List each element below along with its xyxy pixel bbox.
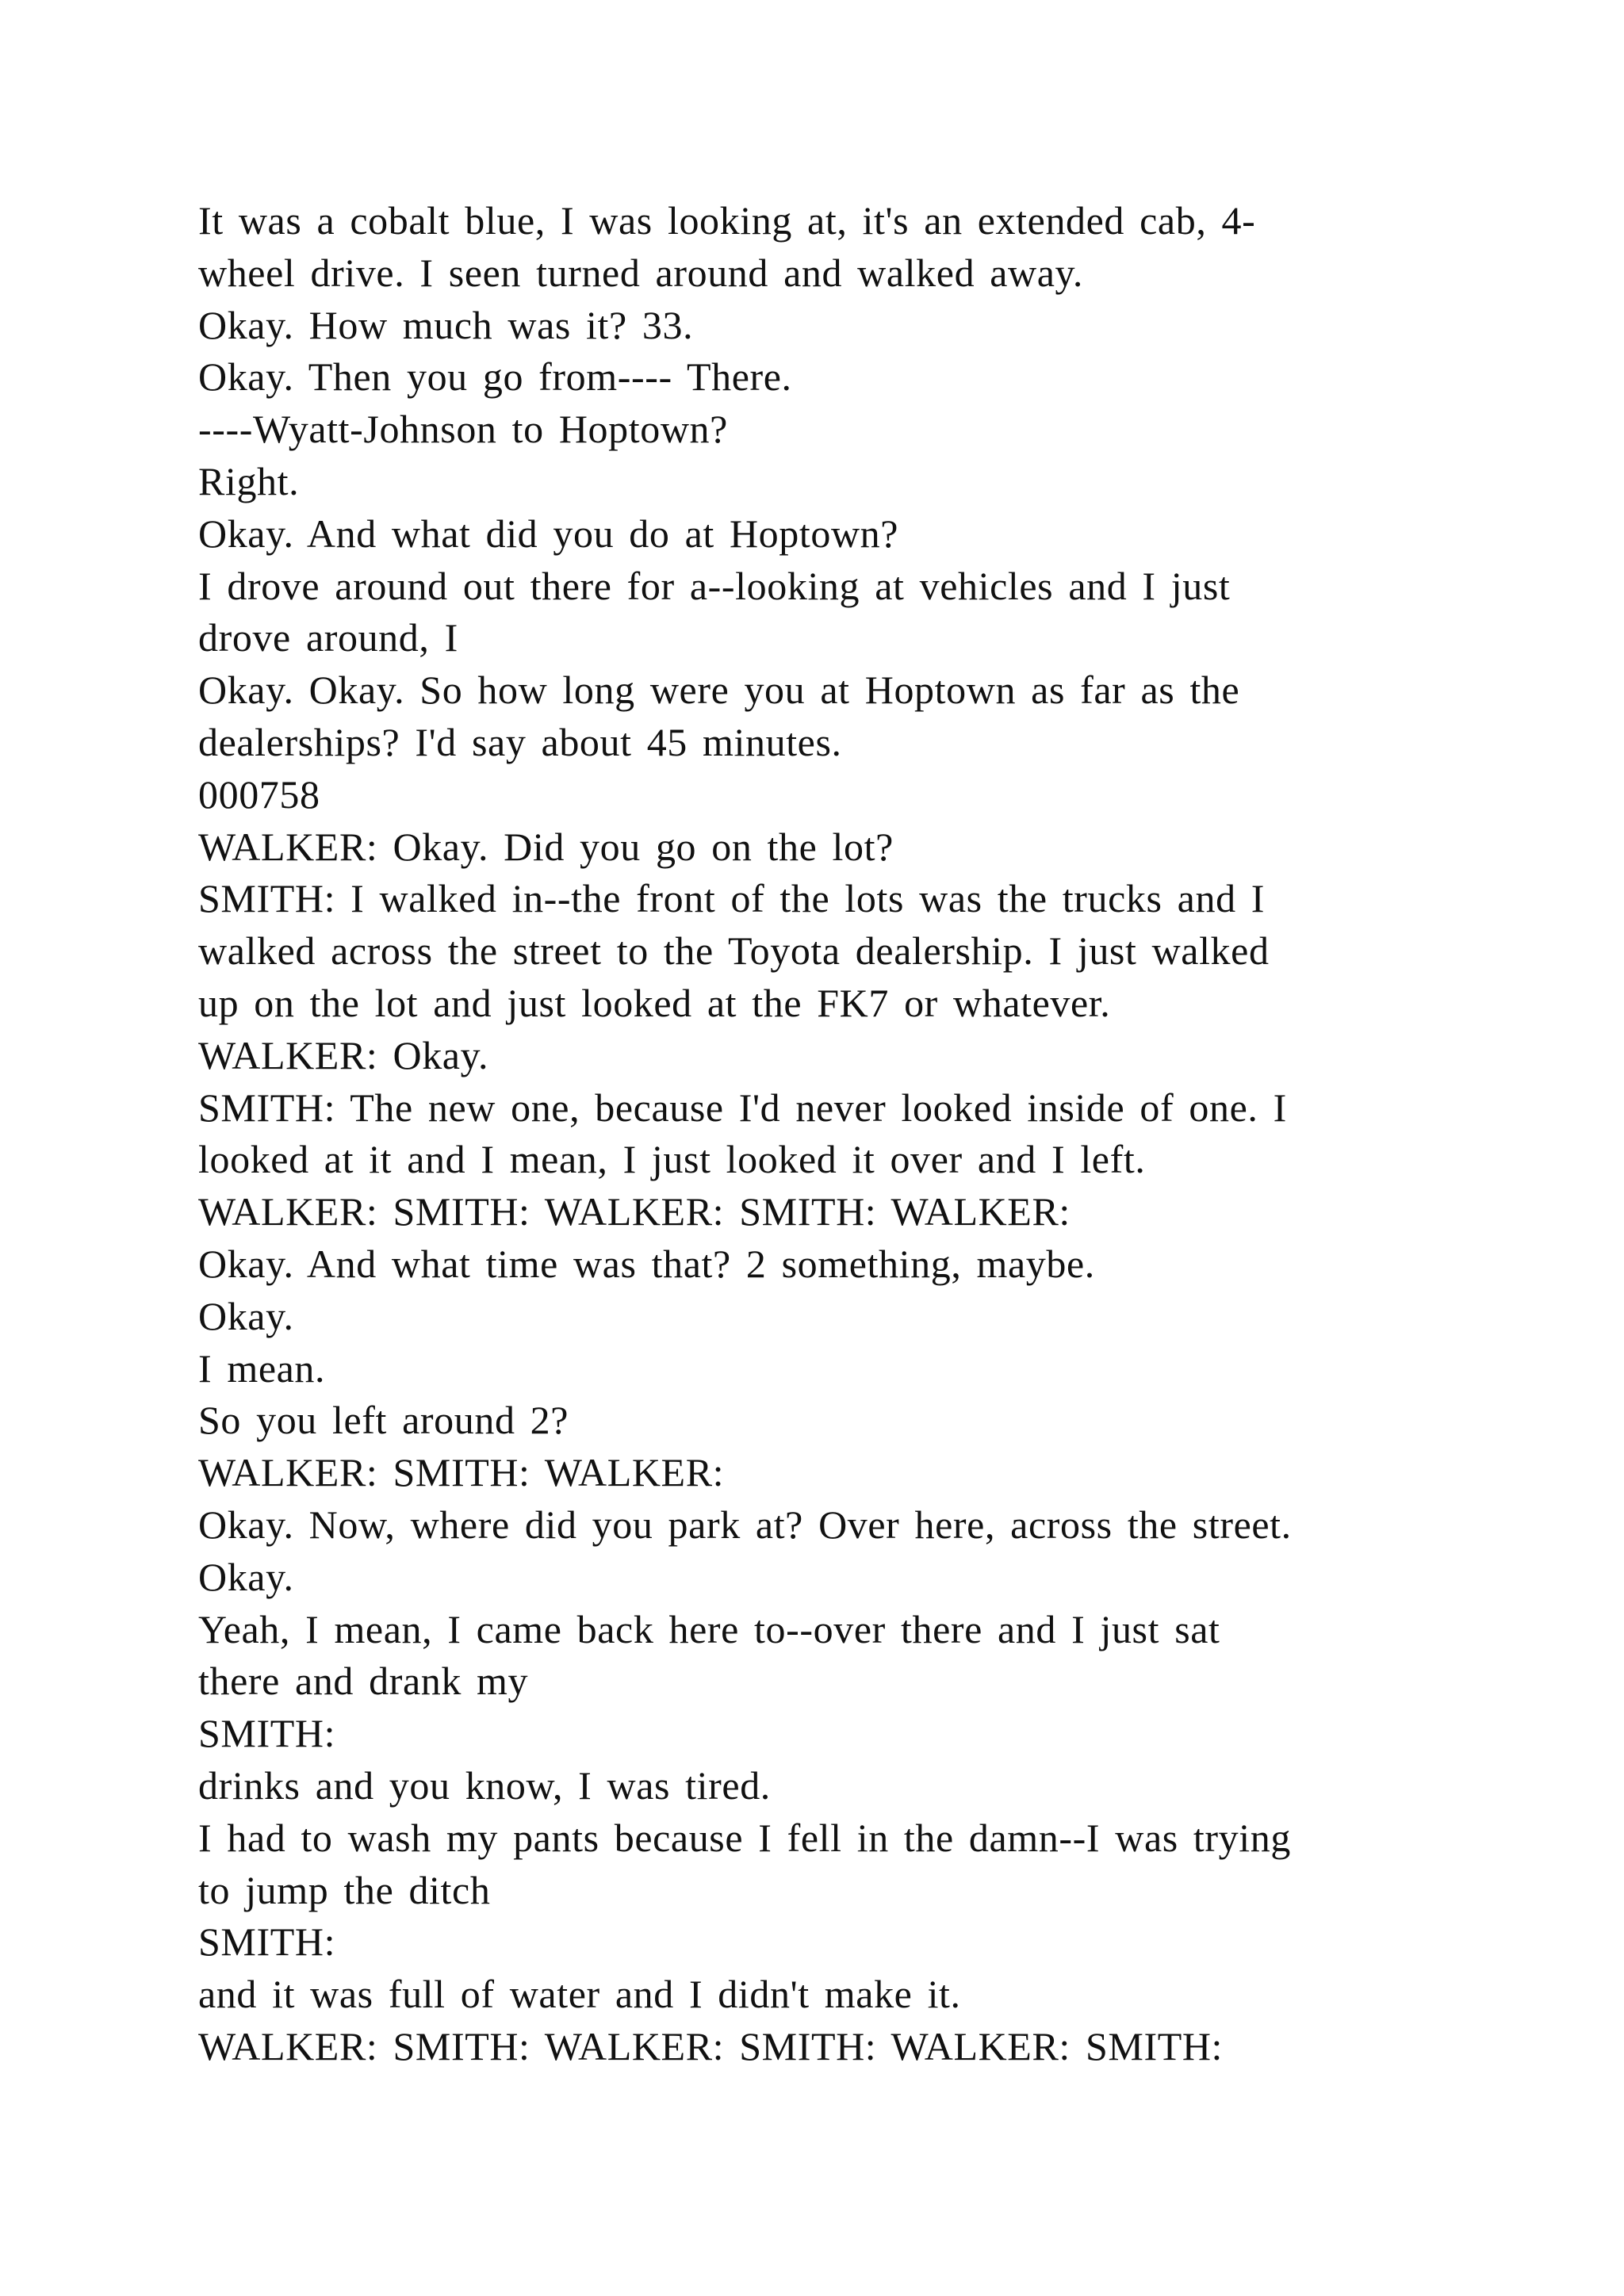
text-line: to jump the ditch — [198, 1867, 491, 1912]
text-line: dealerships? I'd say about 45 minutes. — [198, 719, 842, 764]
text-line: Okay. — [198, 1554, 294, 1599]
text-line: drove around, I — [198, 615, 458, 660]
speaker-label: SMITH: — [198, 1711, 336, 1756]
speaker-labels-line: WALKER: SMITH: WALKER: — [198, 1450, 725, 1495]
text-line: Okay. How much was it? 33. — [198, 302, 694, 347]
text-line: up on the lot and just looked at the FK7 or whatever. — [198, 980, 1111, 1025]
text-line: Yeah, I mean, I came back here to--over there and I just sat — [198, 1606, 1220, 1651]
text-line: Right. — [198, 458, 300, 503]
text-line: I had to wash my pants because I fell in the damn--I was trying — [198, 1815, 1291, 1860]
text-line: and it was full of water and I didn't make it. — [198, 1972, 961, 2017]
text-line: looked at it and I mean, I just looked it over and I left. — [198, 1137, 1146, 1182]
text-line: I mean. — [198, 1345, 326, 1391]
speaker-label: SMITH: — [198, 1919, 336, 1965]
text-line: WALKER: Okay. Did you go on the lot? — [198, 824, 894, 869]
text-line: I drove around out there for a--looking at vehicles and I just — [198, 563, 1231, 608]
text-line: Okay. And what did you do at Hoptown? — [198, 511, 899, 556]
text-line: walked across the street to the Toyota dealership. I just walked — [198, 928, 1270, 974]
text-line: SMITH: The new one, because I'd never looked inside of one. I — [198, 1085, 1287, 1130]
text-line: SMITH: I walked in--the front of the lots was the trucks and I — [198, 876, 1266, 921]
text-line: ----Wyatt-Johnson to Hoptown? — [198, 407, 728, 452]
text-line: Okay. Okay. So how long were you at Hoptown as far as the — [198, 668, 1240, 713]
text-line: Okay. Then you go from---- There. — [198, 354, 792, 400]
text-line: Okay. And what time was that? 2 something, maybe. — [198, 1241, 1095, 1286]
transcript-text — [198, 195, 1515, 2073]
text-line: It was a cobalt blue, I was looking at, it's an extended cab, 4- — [198, 198, 1256, 243]
text-line: Okay. Now, where did you park at? Over here, across the street. — [198, 1502, 1292, 1547]
page-number-text: 000758 — [198, 771, 320, 817]
text-line: there and drank my — [198, 1659, 529, 1704]
text-line: wheel drive. I seen turned around and walked away. — [198, 250, 1084, 295]
text-line: WALKER: Okay. — [198, 1032, 489, 1077]
text-line: So you left around 2? — [198, 1398, 569, 1443]
speaker-labels-line: WALKER: SMITH: WALKER: SMITH: WALKER: SMITH: — [198, 2023, 1224, 2068]
text-line: Okay. — [198, 1293, 294, 1338]
text-line: drinks and you know, I was tired. — [198, 1762, 771, 1808]
speaker-labels-line: WALKER: SMITH: WALKER: SMITH: WALKER: — [198, 1189, 1071, 1234]
